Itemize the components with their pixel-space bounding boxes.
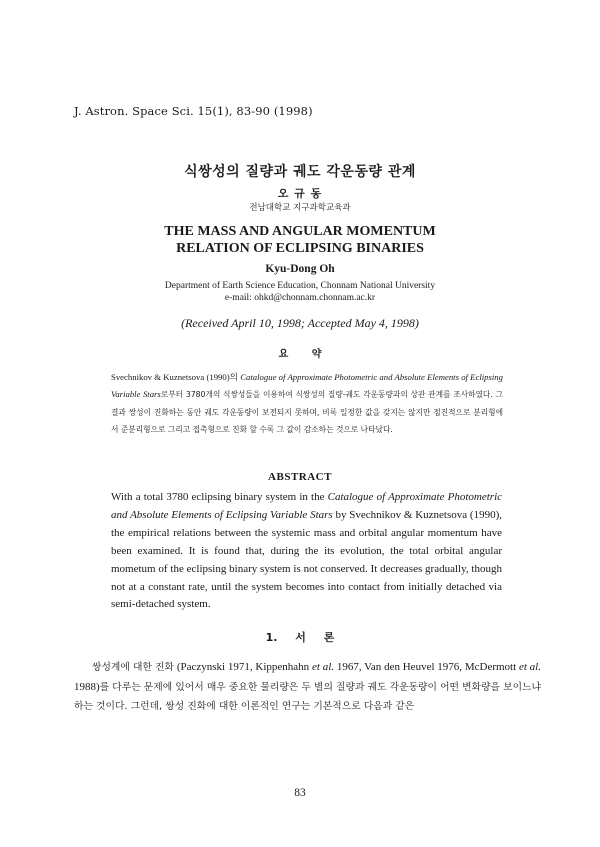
intro-seg-7: 를 다루는 문제에 있어서 매우 중요한 물리량은 두 별의 질량과 궤도 각운동량이 어떤 변화량을 보이느냐 하는 것이다. 그런데, 쌍성 진화에 대한 이론적인 연구는 기본적으로 다음과 같은 <box>74 681 541 712</box>
author-email: e-mail: ohkd@chonnam.chonnam.ac.kr <box>224 293 376 303</box>
intro-seg-6: 1988) <box>74 680 100 693</box>
english-affiliation: Department of Earth Science Education, Chonnam National University <box>164 281 436 291</box>
introduction-heading: 1. 서 론 <box>265 631 335 644</box>
english-title-line1: THE MASS AND ANGULAR MOMENTUM <box>164 224 436 239</box>
korean-title: 식쌍성의 질량과 궤도 각운동량 관계 <box>184 164 416 180</box>
korean-abstract-catalogue-title: Catalogue of Approximate Photometric and Absolute Elements of Eclipsing Variable Stars <box>111 372 503 400</box>
page-number: 83 <box>294 787 306 799</box>
received-dates: (Received April 10, 1998; Accepted May 4, 1998) <box>181 316 419 330</box>
english-title <box>0 223 600 257</box>
korean-author: 오 규 동 <box>277 187 323 200</box>
korean-abstract-heading: 요 약 <box>278 349 322 360</box>
english-affiliation-block <box>0 280 600 304</box>
abstract-catalogue-title: Catalogue of Approximate Photometric and Absolute Elements of Eclipsing Variable Stars <box>111 491 503 521</box>
korean-affiliation: 전남대학교 지구과학교육과 <box>249 203 351 213</box>
english-title-line2: RELATION OF ECLIPSING BINARIES <box>176 241 424 256</box>
abstract-text <box>111 489 502 614</box>
abstract-part1: With a total 3780 eclipsing binary system in the <box>111 491 328 503</box>
korean-abstract-body: 로부터 3780개의 식쌍성들을 이용하여 식쌍성의 질량-궤도 각운동량과의 상관 관계를 조사하였다. 그 결과 쌍성이 진화하는 동안 궤도 각운동량이 보전되지 못하며, 비록 일정한 값을 갖지는 않지만 점진적으로 분리형에서 준분리형으로 그리고 접촉형으로 진화 할 수록 그 값이 감소하는 것으로 나타났다. <box>111 390 503 435</box>
intro-seg-4: 1967, Van den Heuvel 1976, McDermott <box>334 661 519 673</box>
intro-seg-3: et al. <box>311 661 335 673</box>
intro-seg-2: (Paczynski 1971, Kippenhahn <box>174 661 312 673</box>
introduction-text <box>74 658 541 717</box>
korean-abstract-text <box>111 369 503 439</box>
intro-seg-1: 쌍성계에 대한 진화 <box>92 662 175 673</box>
abstract-heading: ABSTRACT <box>268 471 332 483</box>
english-author: Kyu-Dong Oh <box>265 263 335 275</box>
journal-reference: J. Astron. Space Sci. 15(1), 83-90 (1998) <box>74 104 313 118</box>
abstract-part3: by Svechnikov & Kuznetsova (1990), the empirical relations between the systemic mass and orbital angular momentum have been examined. It is found that, during the its evolution, the total orbital angular mometum of the eclipsing binary system is not conserved. It decreases gradually, though not at a constant rate, until the system becomes into contact from initially detached via semi-detached system. <box>111 508 502 611</box>
korean-abstract-cite: Svechnikov & Kuznetsova (1990)의 <box>111 372 241 382</box>
intro-seg-5: et al. <box>518 661 541 673</box>
